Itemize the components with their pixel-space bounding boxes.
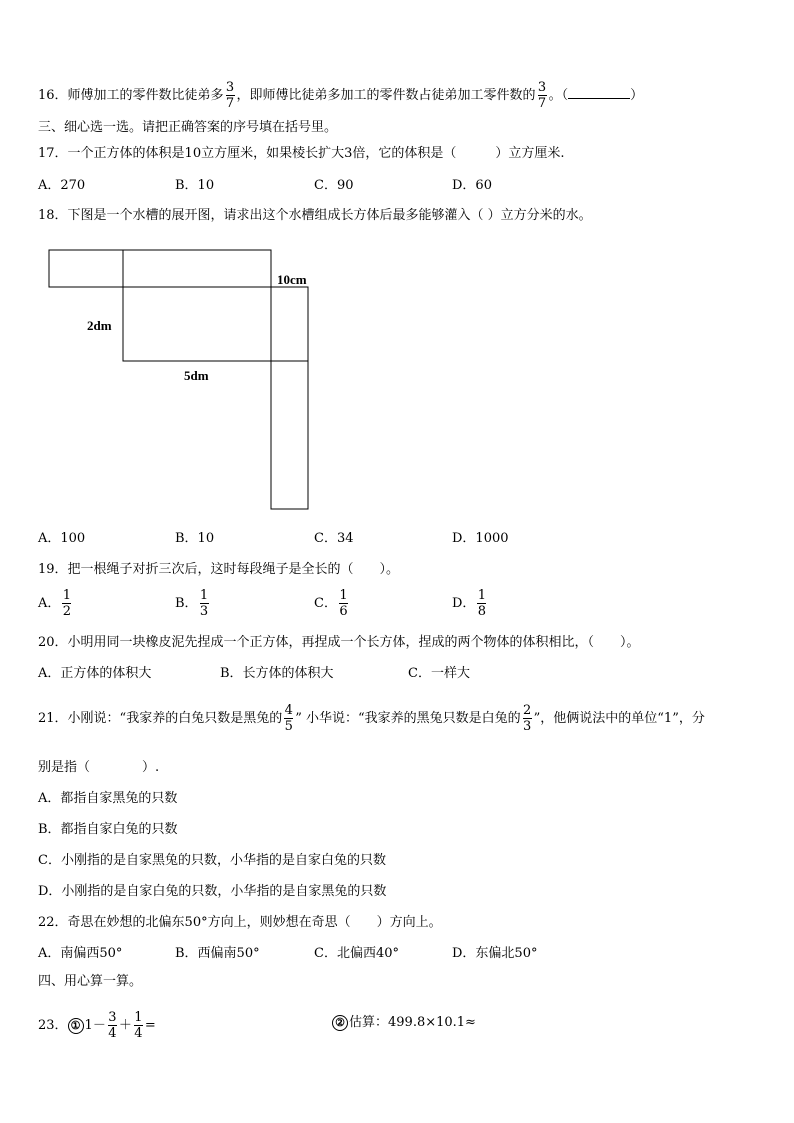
q18-option-d[interactable]: D．1000 xyxy=(452,531,509,546)
q20-option-a[interactable]: A．正方体的体积大 xyxy=(38,666,152,681)
q22-option-b[interactable]: B．西偏南50° xyxy=(175,946,260,961)
net-face-top xyxy=(123,250,271,287)
q16-fraction-1 xyxy=(226,80,235,111)
denominator: 4 xyxy=(134,1026,143,1041)
q19-option-a[interactable] xyxy=(38,588,73,619)
denominator: 2 xyxy=(62,604,72,619)
q19-option-b[interactable] xyxy=(175,588,211,619)
label-10cm: 10cm xyxy=(277,272,307,287)
q18-option-b[interactable]: B．10 xyxy=(175,531,215,546)
q22-option-c[interactable]: C．北偏西40° xyxy=(314,946,399,961)
q20-option-b[interactable]: B．长方体的体积大 xyxy=(220,666,334,681)
net-face-left xyxy=(49,250,123,287)
label-5dm: 5dm xyxy=(184,368,209,383)
question-17-stem: 17．一个正方体的体积是10立方厘米，如果棱长扩大3倍，它的体积是（ ）立方厘米. xyxy=(38,146,565,161)
q21-fraction-1 xyxy=(284,703,293,734)
q16-fraction-2 xyxy=(538,80,547,111)
numerator: 1 xyxy=(134,1010,143,1025)
q16-prefix: 16．师傅加工的零件数比徒弟多 xyxy=(38,88,224,103)
q21-option-a[interactable]: A．都指自家黑兔的只数 xyxy=(38,791,178,806)
denominator: 3 xyxy=(523,719,532,734)
q20-option-c[interactable]: C．一样大 xyxy=(408,666,470,681)
q23-fraction-1 xyxy=(108,1010,117,1041)
q19-option-c[interactable] xyxy=(314,588,350,619)
circled-1-marker: ① xyxy=(68,1018,84,1034)
denominator: 8 xyxy=(477,604,487,619)
question-22-stem: 22．奇思在妙想的北偏东50°方向上，则妙想在奇思（ ）方向上。 xyxy=(38,915,442,930)
q16-suffix: 。（ xyxy=(548,88,569,103)
q17-option-b[interactable]: B．10 xyxy=(175,178,215,193)
question-19-stem: 19．把一根绳子对折三次后，这时每段绳子是全长的（ ）。 xyxy=(38,562,400,577)
q21-prefix: 21．小刚说：“我家养的白兔只数是黑兔的 xyxy=(38,711,283,726)
numerator: 1 xyxy=(339,588,348,603)
option-label: B． xyxy=(175,596,198,611)
q16-middle: ，即师傅比徒弟多加工的零件数占徒弟加工零件数的 xyxy=(236,88,536,103)
q23-p2-text: 估算：499.8×10.1≈ xyxy=(349,1015,476,1030)
numerator: 1 xyxy=(477,588,487,603)
option-label: A． xyxy=(38,596,61,611)
q18-option-a[interactable]: A．100 xyxy=(38,531,86,546)
q17-option-d[interactable]: D．60 xyxy=(452,178,492,193)
answer-blank[interactable] xyxy=(568,86,630,99)
numerator: 3 xyxy=(537,80,547,95)
q22-option-a[interactable]: A．南偏西50° xyxy=(38,946,123,961)
denominator: 5 xyxy=(284,719,293,734)
q21-option-c[interactable]: C．小刚指的是自家黑兔的只数，小华指的是自家白兔的只数 xyxy=(38,853,386,868)
q18-option-c[interactable]: C．34 xyxy=(314,531,354,546)
question-18-stem: 18．下图是一个水槽的展开图，请求出这个水槽组成长方体后最多能够灌入（ ）立方分米的水。 xyxy=(38,208,592,223)
section-3-heading: 三、细心选一选。请把正确答案的序号填在括号里。 xyxy=(38,120,338,135)
denominator: 3 xyxy=(199,604,209,619)
numerator: 3 xyxy=(108,1010,117,1025)
net-face-front xyxy=(271,361,308,509)
q23-plus: ＋ xyxy=(118,1018,132,1033)
option-label: D． xyxy=(452,596,476,611)
denominator: 4 xyxy=(108,1026,117,1041)
q22-option-d[interactable]: D．东偏北50° xyxy=(452,946,538,961)
q21-option-b[interactable]: B．都指自家白兔的只数 xyxy=(38,822,178,837)
question-20-stem: 20．小明用同一块橡皮泥先捏成一个正方体，再捏成一个长方体，捏成的两个物体的体积相比，（ ）。 xyxy=(38,635,640,650)
denominator: 7 xyxy=(225,96,235,111)
question-23-part-1 xyxy=(38,1010,156,1041)
option-label: C． xyxy=(314,596,337,611)
net-face-right xyxy=(271,287,308,361)
section-4-heading: 四、用心算一算。 xyxy=(38,974,143,989)
numerator: 1 xyxy=(199,588,209,603)
denominator: 7 xyxy=(537,96,547,111)
q17-option-a[interactable]: A．270 xyxy=(38,178,86,193)
question-16 xyxy=(38,80,643,111)
q23-fraction-2 xyxy=(134,1010,143,1041)
label-2dm: 2dm xyxy=(87,318,112,333)
q19-option-d[interactable] xyxy=(452,588,488,619)
q21-middle: ” 小华说：“我家养的黑兔只数是白兔的 xyxy=(295,711,521,726)
q23-p1-start: 1－ xyxy=(84,1018,106,1033)
question-21-continuation: 别是指（ ）. xyxy=(38,760,160,775)
circled-2-marker: ② xyxy=(332,1015,348,1031)
q23-number: 23． xyxy=(38,1018,68,1033)
denominator: 6 xyxy=(339,604,348,619)
q21-suffix: ”，他俩说法中的单位“1”，分 xyxy=(533,711,705,726)
water-tank-net-diagram xyxy=(44,246,334,516)
q21-fraction-2 xyxy=(523,703,532,734)
question-21-stem xyxy=(38,703,705,734)
net-face-bottom xyxy=(123,287,271,361)
q17-option-c[interactable]: C．90 xyxy=(314,178,354,193)
q16-end: ） xyxy=(630,88,644,103)
question-23-part-2 xyxy=(332,1014,476,1032)
numerator: 1 xyxy=(62,588,72,603)
numerator: 3 xyxy=(225,80,235,95)
numerator: 4 xyxy=(284,703,293,718)
q23-p1-end: = xyxy=(144,1018,156,1033)
q21-option-d[interactable]: D．小刚指的是自家白兔的只数，小华指的是自家黑兔的只数 xyxy=(38,884,387,899)
numerator: 2 xyxy=(523,703,532,718)
